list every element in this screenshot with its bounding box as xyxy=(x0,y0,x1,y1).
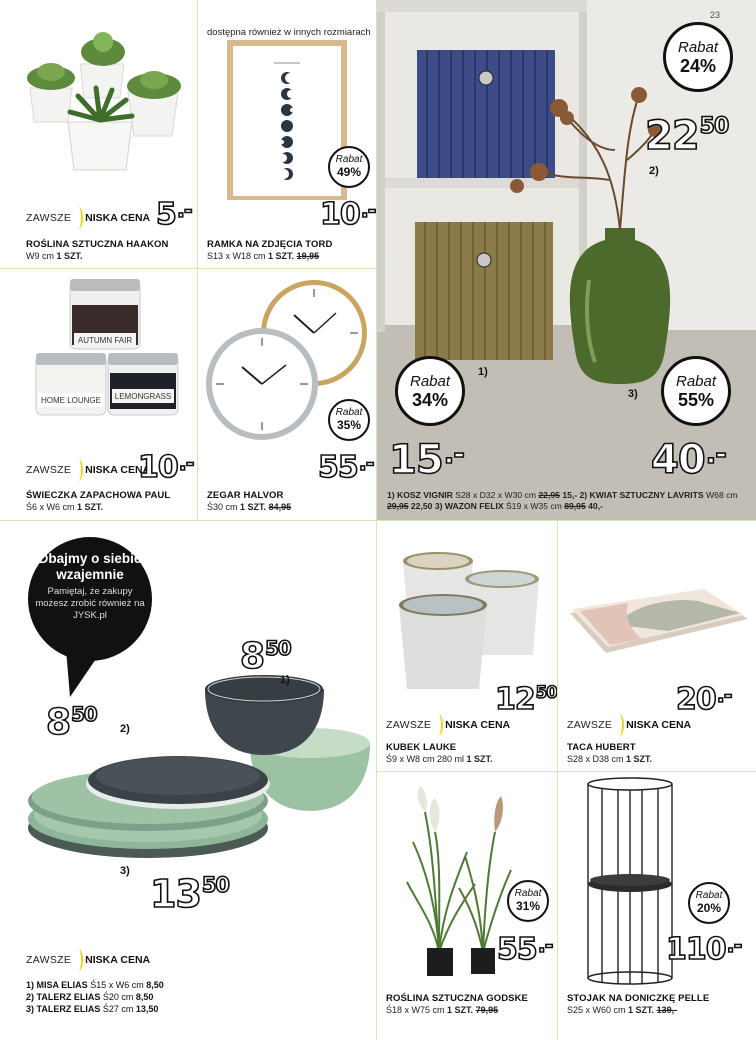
product-name: ZEGAR HALVOR xyxy=(207,490,284,501)
quantity: 1 SZT. xyxy=(56,251,83,261)
rabat-text: Rabat xyxy=(677,39,719,56)
product-name: STOJAK NA DONICZKĘ PELLE xyxy=(567,993,710,1004)
product-paul xyxy=(0,269,197,520)
item-name: 3) TALERZ ELIAS xyxy=(26,1004,101,1014)
zawsze-text: ZAWSZE xyxy=(567,719,613,731)
product-name: TACA HUBERT xyxy=(567,742,636,753)
quantity: 1 SZT. xyxy=(240,502,267,512)
marker: 1) xyxy=(478,366,488,378)
item-desc: Ś15 x W6 cm xyxy=(90,980,144,990)
price-suffix: .- xyxy=(443,437,464,470)
rabat-text: Rabat xyxy=(335,154,363,165)
quantity: 1 SZT. xyxy=(447,1005,474,1015)
dimensions: Ś18 x W75 cm xyxy=(386,1005,445,1015)
yellow-arc-icon xyxy=(74,949,83,971)
old-price: 139,- xyxy=(656,1005,678,1015)
price-main: 55 xyxy=(318,450,358,485)
candle-jars-image xyxy=(0,269,197,449)
niska-cena-text: NISKA CENA xyxy=(85,954,151,966)
discount-badge xyxy=(661,356,731,426)
niska-cena-text: NISKA CENA xyxy=(626,719,692,731)
quantity: 1 SZT. xyxy=(626,754,653,764)
niska-cena-text: NISKA CENA xyxy=(445,719,511,731)
product-lauke xyxy=(377,521,557,771)
price xyxy=(645,113,729,159)
product-tord xyxy=(198,0,376,268)
list-item xyxy=(26,991,164,1003)
price-main: 12 xyxy=(495,682,535,717)
product-desc xyxy=(26,251,83,261)
discount-value: 24% xyxy=(679,56,717,76)
discount-value: 34% xyxy=(411,390,449,410)
rabat-text: Rabat xyxy=(514,888,542,899)
discount-value: 31% xyxy=(515,899,541,913)
caption-desc: W68 cm xyxy=(706,490,738,500)
old-price: 89,95 xyxy=(564,501,586,511)
marker: 1) xyxy=(280,674,290,686)
product-name: ROŚLINA SZTUCZNA GODSKE xyxy=(386,993,528,1004)
price xyxy=(150,872,229,916)
bubble-title: Dbajmy o siebie wzajemnie xyxy=(38,551,142,582)
price-suffix: .- xyxy=(537,933,553,957)
discount-badge xyxy=(663,22,733,92)
marker: 3) xyxy=(120,865,130,877)
rabat-text: Rabat xyxy=(335,407,363,418)
interior-photo xyxy=(377,0,756,520)
care-bubble xyxy=(32,551,148,622)
price-main: 10 xyxy=(320,197,360,232)
dimensions: S28 x D38 cm xyxy=(567,754,624,764)
product-name: KUBEK LAUKE xyxy=(386,742,457,753)
caption-name: 2) KWIAT SZTUCZNY LAVRITS xyxy=(579,490,704,500)
candle-label: LEMONGRASS xyxy=(114,392,172,401)
zawsze-niska-cena-label xyxy=(26,949,150,971)
dimensions: S13 x W18 cm xyxy=(207,251,266,261)
niska-cena-text: NISKA CENA xyxy=(85,212,151,224)
price xyxy=(666,932,742,967)
price-suffix: .- xyxy=(716,683,732,707)
discount-badge xyxy=(688,882,730,924)
item-desc: Ś27 cm xyxy=(102,1004,134,1014)
page-number: 23 xyxy=(710,10,721,20)
old-price: 79,95 xyxy=(475,1005,499,1015)
discount-badge xyxy=(328,399,370,441)
candle-label: HOME LOUNGE xyxy=(40,396,102,405)
price xyxy=(240,636,291,677)
price xyxy=(497,932,553,967)
quantity: 1 SZT. xyxy=(77,502,104,512)
caption-name: 1) KOSZ VIGNIR xyxy=(387,490,453,500)
price-suffix: .- xyxy=(176,198,192,222)
price-suffix: .- xyxy=(726,933,742,957)
discount-badge xyxy=(328,146,370,188)
mugs-image xyxy=(377,521,557,696)
zawsze-niska-cena-label xyxy=(26,207,150,229)
list-item xyxy=(26,979,164,991)
product-desc xyxy=(567,1005,677,1015)
quantity: 1 SZT. xyxy=(466,754,493,764)
discount-value: 49% xyxy=(336,165,362,179)
price-main: 15 xyxy=(389,437,443,483)
discount-badge xyxy=(395,356,465,426)
yellow-arc-icon xyxy=(615,714,624,736)
quantity: 1 SZT. xyxy=(268,251,295,261)
zawsze-niska-cena-label xyxy=(26,459,150,481)
price-cents: 50 xyxy=(535,683,557,703)
price-main: 8 xyxy=(240,636,265,677)
product-name: RAMKA NA ZDJĘCIA TORD xyxy=(207,239,333,250)
product-godske xyxy=(377,772,557,1040)
quantity: 1 SZT. xyxy=(628,1005,655,1015)
price-suffix: .- xyxy=(178,451,194,475)
product-hubert xyxy=(558,521,756,771)
zawsze-text: ZAWSZE xyxy=(386,719,432,731)
new-price: 40,- xyxy=(588,501,603,511)
zawsze-niska-cena-label xyxy=(386,714,510,736)
price-cents: 50 xyxy=(71,703,97,727)
price-main: 13 xyxy=(150,872,201,916)
marker: 3) xyxy=(628,388,638,400)
dimensions: Ś6 x W6 cm xyxy=(26,502,75,512)
old-price: 84,95 xyxy=(268,502,292,512)
price xyxy=(389,437,464,483)
caption-desc: Ś19 x W35 cm xyxy=(505,501,562,511)
new-price: 15,- xyxy=(562,490,578,500)
new-price: 22,50 xyxy=(410,501,433,511)
price xyxy=(651,437,726,483)
price-main: 20 xyxy=(676,682,716,717)
price xyxy=(138,450,194,485)
discount-value: 20% xyxy=(696,901,722,915)
item-price: 8,50 xyxy=(135,992,154,1002)
price-main: 22 xyxy=(645,113,699,159)
bubble-text: Pamiętaj, że zakupy możesz zrobić również na JYSK.pl xyxy=(35,586,145,621)
caption-desc: S28 x D32 x W30 cm xyxy=(455,490,537,500)
product-pelle xyxy=(558,772,756,1040)
price-main: 110 xyxy=(666,932,726,967)
zawsze-text: ZAWSZE xyxy=(26,464,72,476)
price-main: 5 xyxy=(156,197,176,232)
zawsze-niska-cena-label xyxy=(567,714,691,736)
niska-cena-text: NISKA CENA xyxy=(85,464,151,476)
price-suffix: .- xyxy=(705,437,726,470)
price-main: 10 xyxy=(138,450,178,485)
product-desc xyxy=(386,754,493,764)
zawsze-text: ZAWSZE xyxy=(26,212,72,224)
old-price: 22,95 xyxy=(538,490,560,500)
price-cents: 50 xyxy=(201,873,229,898)
succulent-pots-image xyxy=(0,0,197,190)
list-item xyxy=(26,1003,164,1015)
size-note: dostępna również w innych rozmiarach xyxy=(207,27,371,38)
yellow-arc-icon xyxy=(74,207,83,229)
product-desc xyxy=(26,502,103,512)
price-main: 55 xyxy=(497,932,537,967)
product-name: ROŚLINA SZTUCZNA HAAKON xyxy=(26,239,169,250)
price xyxy=(156,197,192,232)
item-desc: Ś20 cm xyxy=(102,992,134,1002)
discount-badge xyxy=(507,880,549,922)
old-price: 29,95 xyxy=(387,501,409,511)
photo-caption xyxy=(387,490,752,512)
rabat-text: Rabat xyxy=(695,890,723,901)
product-desc xyxy=(207,251,319,261)
rabat-text: Rabat xyxy=(409,373,451,390)
dimensions: Ś9 x W8 cm 280 ml xyxy=(386,754,465,764)
price xyxy=(495,682,557,717)
product-haakon xyxy=(0,0,197,268)
price-suffix: .- xyxy=(360,198,376,222)
dimensions: S25 x W60 cm xyxy=(567,1005,626,1015)
item-price: 13,50 xyxy=(135,1004,159,1014)
price xyxy=(320,197,376,232)
marker: 2) xyxy=(120,723,130,735)
caption-name: 3) WAZON FELIX xyxy=(434,501,504,511)
marker: 2) xyxy=(649,165,659,177)
discount-value: 35% xyxy=(336,418,362,432)
yellow-arc-icon xyxy=(74,459,83,481)
rabat-text: Rabat xyxy=(675,373,717,390)
product-desc xyxy=(567,754,652,764)
price-main: 8 xyxy=(46,702,71,743)
dimensions: Ś30 cm xyxy=(207,502,238,512)
price-main: 40 xyxy=(651,437,705,483)
product-desc xyxy=(207,502,291,512)
product-desc xyxy=(386,1005,498,1015)
item-price: 8,50 xyxy=(146,980,164,990)
price xyxy=(318,450,374,485)
candle-label: AUTUMN FAIR xyxy=(77,336,133,345)
product-halvor xyxy=(198,269,376,520)
item-name: 2) TALERZ ELIAS xyxy=(26,992,101,1002)
product-name: ŚWIECZKA ZAPACHOWA PAUL xyxy=(26,490,171,501)
price xyxy=(46,702,97,743)
product-elias xyxy=(0,521,376,1040)
price-suffix: .- xyxy=(358,451,374,475)
yellow-arc-icon xyxy=(434,714,443,736)
discount-value: 55% xyxy=(677,390,715,410)
elias-list xyxy=(26,979,164,1015)
price-cents: 50 xyxy=(699,114,729,140)
price xyxy=(676,682,732,717)
tray-image xyxy=(558,521,756,681)
item-name: 1) MISA ELIAS xyxy=(26,980,88,990)
dimensions: W9 cm xyxy=(26,251,54,261)
price-cents: 50 xyxy=(265,637,291,661)
zawsze-text: ZAWSZE xyxy=(26,954,72,966)
old-price: 19,95 xyxy=(296,251,320,261)
